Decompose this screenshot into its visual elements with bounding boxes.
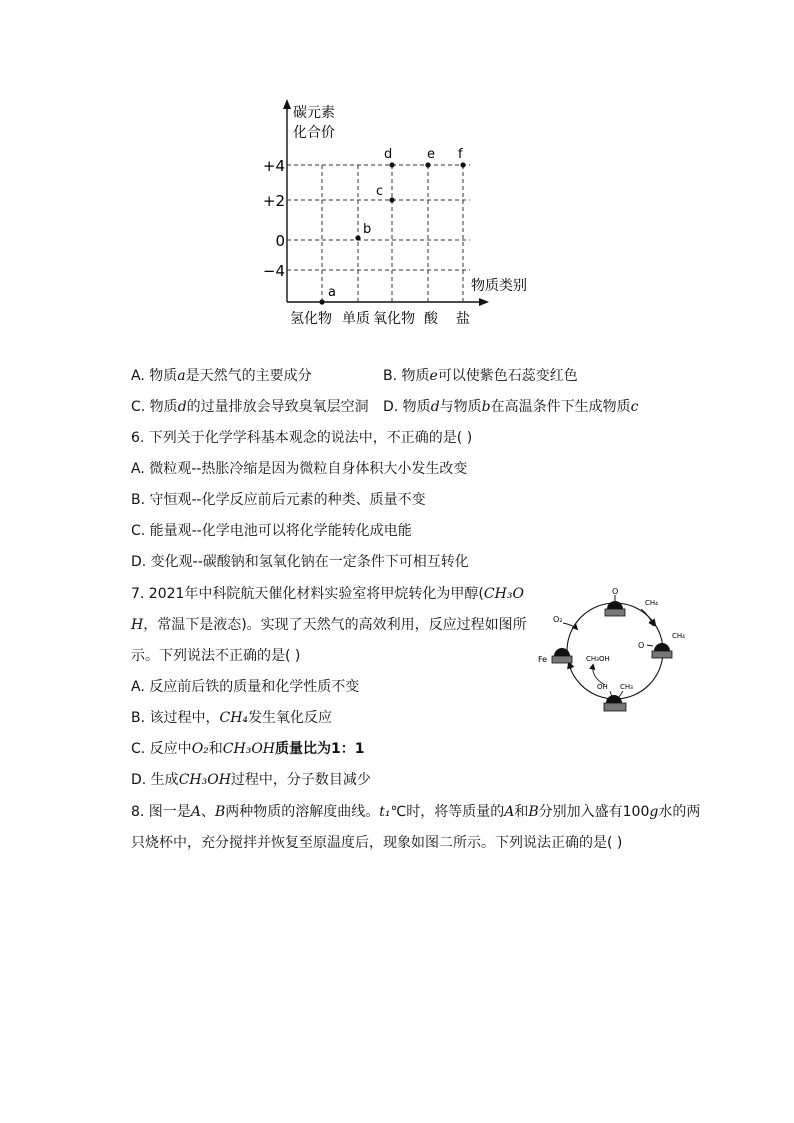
catalyst-unit-fe [552, 648, 572, 663]
x-cat-hydride: 氢化物 [290, 311, 332, 327]
q8-var-b: B [214, 804, 226, 820]
q5-c-var: d [177, 399, 187, 415]
y-tick-0: 0 [275, 232, 285, 250]
catalyst-unit-right [647, 643, 672, 658]
ch3oh-out-arrow [593, 665, 605, 685]
point-f [460, 162, 465, 167]
q7-option-d [131, 770, 371, 790]
point-d [389, 162, 394, 167]
point-c [389, 197, 394, 202]
q8-var-g: g [649, 804, 659, 820]
q5-option-c [131, 397, 369, 417]
q5-a-text: 是天然气的主要成分 [185, 368, 312, 384]
q7-b-formula: CH₄ [219, 710, 249, 726]
q7-b-text: 发生氧化反应 [248, 710, 333, 726]
v-gridlines [322, 165, 463, 302]
point-a-label: a [328, 285, 336, 300]
point-c-label: c [376, 184, 384, 199]
y-axis-label-1: 碳元素 [293, 105, 335, 121]
x-axis-arrow [479, 298, 489, 306]
q7-stem1-text: 7. 2021年中科院航天催化材料实验室将甲烷转化为甲醇( [131, 586, 484, 602]
q6-option-a: A. 微粒观--热胀冷缩是因为微粒自身体积大小发生改变 [131, 461, 468, 477]
q5-d-prefix: D. 物质 [383, 399, 431, 415]
point-e-label: e [427, 147, 435, 162]
label-fe: Fe [538, 655, 548, 664]
reaction-cycle-diagram [533, 585, 703, 720]
q7-c-mid: 和 [208, 741, 223, 757]
label-ch4-right: CH₄ [672, 632, 685, 640]
q7-option-c [131, 739, 365, 759]
point-b [355, 235, 360, 240]
q7-option-a: A. 反应前后铁的质量和化学性质不变 [131, 679, 360, 695]
point-d-label: d [384, 147, 393, 162]
label-o-right: O [638, 641, 645, 650]
label-oh: OH [597, 683, 608, 691]
q7-stem2-text: ，常温下是液态)。实现了天然气的高效利用，反应过程如图所 [143, 617, 527, 633]
label-o-top: O [612, 587, 619, 596]
catalyst-unit-bottom [604, 691, 626, 711]
q8-var-t1: t₁ [379, 804, 391, 820]
x-cat-oxide: 氧化物 [373, 311, 415, 327]
y-tick-minus4: −4 [262, 262, 285, 280]
q5-option-d [383, 397, 638, 417]
y-tick-plus4: +4 [262, 157, 285, 175]
q7-c-text: 质量比为1：1 [275, 741, 365, 757]
q5-option-b [383, 366, 578, 386]
q6-option-b: B. 守恒观--化学反应前后元素的种类、质量不变 [131, 492, 426, 508]
point-f-label: f [458, 147, 463, 162]
point-e [425, 162, 430, 167]
q7-stem-line1 [131, 584, 524, 604]
q6-option-d: D. 变化观--碳酸钠和氢氧化钠在一定条件下可相互转化 [131, 554, 469, 570]
q7-stem2-formula: H [131, 617, 144, 633]
q5-d-var1: d [430, 399, 440, 415]
label-ch3oh: CH₃OH [586, 655, 610, 663]
q8-stem-line2: 只烧杯中，充分搅拌并恢复至原温度后，现象如图二所示。下列说法正确的是( ) [131, 835, 623, 851]
q7-d-formula: CH₃OH [178, 772, 231, 788]
label-o2: O₂ [553, 615, 563, 624]
q8-var-b2: B [528, 804, 539, 820]
q5-b-var: e [429, 368, 438, 384]
q6-stem: 6. 下列关于化学学科基本观念的说法中，不正确的是( ) [131, 430, 473, 446]
q7-c-formula1: O₂ [191, 741, 209, 757]
q8-mid4: 和 [514, 804, 529, 820]
y-axis-arrow [283, 99, 291, 109]
q5-a-prefix: A. 物质 [131, 368, 178, 384]
q5-c-prefix: C. 物质 [131, 399, 178, 415]
q7-c-prefix: C. 反应中 [131, 741, 192, 757]
q7-c-formula2: CH₃OH [222, 741, 276, 757]
q5-c-text: 的过量排放会导致臭氧层空洞 [186, 399, 369, 415]
q7-d-prefix: D. 生成 [131, 772, 179, 788]
q7-d-text: 过程中，分子数目减少 [230, 772, 371, 788]
y-tick-plus2: +2 [262, 192, 285, 210]
catalyst-unit-top [605, 595, 625, 616]
q8-var-a2: A [504, 804, 515, 820]
q5-d-mid: 与物质 [439, 399, 482, 415]
x-cat-acid: 酸 [424, 311, 438, 327]
q8-mid: 、 [200, 804, 215, 820]
q8-stem1-pre: 8. 图一是 [131, 804, 191, 820]
q8-stem-line1 [131, 802, 700, 822]
q8-post: 分别加入盛有100 [538, 804, 650, 820]
x-cat-element: 单质 [342, 311, 370, 327]
carbon-valence-graph [255, 95, 555, 335]
q6-option-c: C. 能量观--化学电池可以将化学能转化成电能 [131, 523, 412, 539]
q5-d-var3: c [630, 399, 639, 415]
q5-b-text: 可以使紫色石蕊变红色 [437, 368, 578, 384]
label-ch3: CH₃ [620, 683, 633, 691]
q5-d-var2: b [481, 399, 491, 415]
point-a [319, 299, 324, 304]
q7-b-prefix: B. 该过程中， [131, 710, 220, 726]
q7-stem-line3: 示。下列说法不正确的是( ) [131, 648, 301, 664]
q5-option-a [131, 366, 312, 386]
x-axis-label: 物质类别 [471, 278, 527, 294]
x-cat-salt: 盐 [456, 311, 470, 327]
label-ch4-top: CH₄ [645, 599, 658, 607]
y-axis-label-2: 化合价 [293, 125, 335, 141]
q7-stem-line2 [131, 615, 527, 635]
q7-stem1-formula: CH₃O [483, 586, 524, 602]
q5-a-var: a [177, 368, 186, 384]
h-gridlines [287, 165, 470, 270]
q8-mid3: ℃时，将等质量的 [390, 804, 505, 820]
q5-d-mid2: 在高温条件下生成物质 [490, 399, 631, 415]
q8-mid2: 两种物质的溶解度曲线。 [225, 804, 380, 820]
q8-end: 水的两 [658, 804, 701, 820]
q8-var-a: A [190, 804, 201, 820]
q7-option-b [131, 708, 332, 728]
point-b-label: b [363, 222, 372, 237]
q5-b-prefix: B. 物质 [383, 368, 430, 384]
